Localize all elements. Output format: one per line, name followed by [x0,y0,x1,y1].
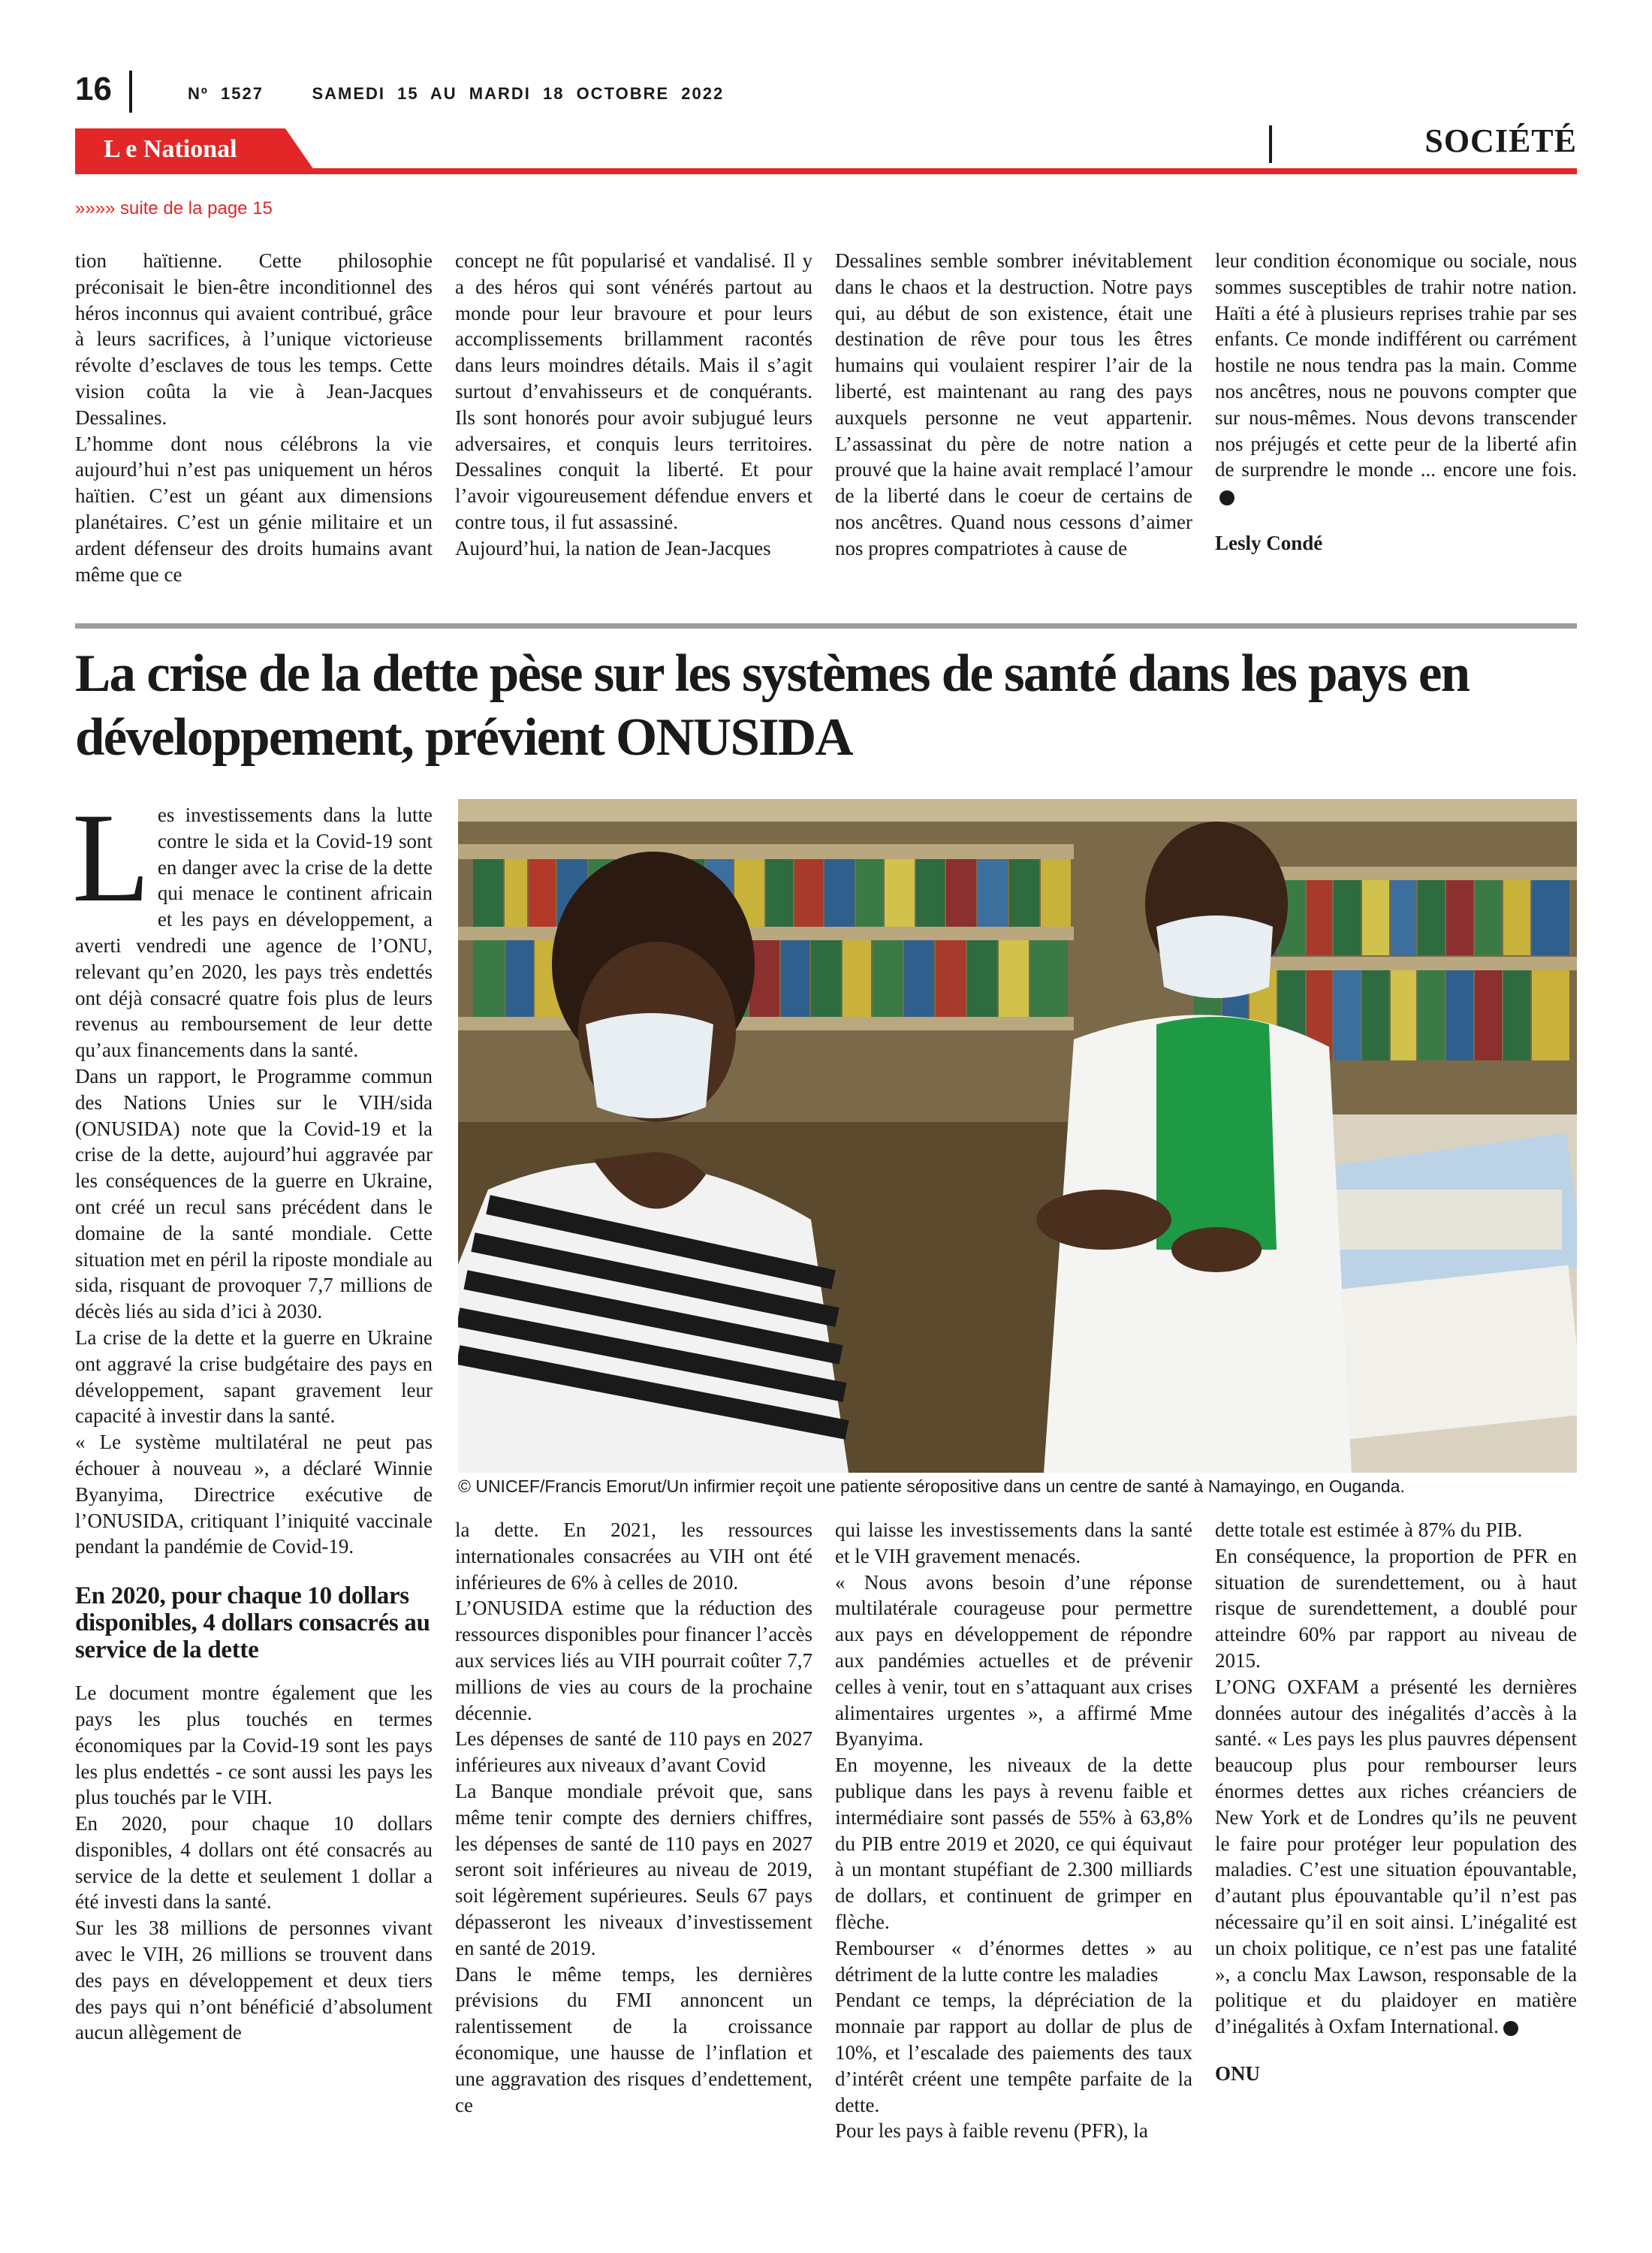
issue-date-line [188,84,724,104]
paragraph: qui laisse les investissements dans la santé et le VIH gravement menacés. [835,1519,1192,1567]
continued-from-link[interactable]: »»»» suite de la page 15 [75,198,273,219]
issue-date: SAMEDI 15 AU MARDI 18 OCTOBRE 2022 [312,84,725,103]
article-column-3 [835,1517,1192,2144]
paragraph: Pour les pays à faible revenu (PFR), la [835,2119,1148,2143]
paragraph-text: L’ONG OXFAM a présenté les dernières données autour des inégalités d’accès à la santé. « Les pays les plus pauvres dépensent beaucoup plus pour rembourser leurs énormes dettes aux riches créanciers de New York et de Londres qu’ils ne peuvent le faire pour protéger leur population des maladies. C’est une situation épouvantable, d’autant plus épouvantable qu’il n’est pas nécessaire qu’il en soit ainsi. L’inégalité est un choix politique, ce n’est pas une fatalité », a conclu Max Lawson, responsable de la politique et du plaidoyer en matière d’inégalités à Oxfam International. [1215,1675,1577,2038]
article-source: ONU [1215,2061,1260,2085]
paragraph [72,787,433,1063]
paragraph: Dans le même temps, les dernières prévisions du FMI annoncent un ralentissement de la croissance économique, une hausse de l’inflation et une aggravation des risques d’endettement, ce [455,1962,812,2116]
issue-number: Nº 1527 [188,84,264,103]
end-mark-icon [1219,490,1234,505]
page-number-divider [129,71,132,113]
paragraph: La Banque mondiale prévoit que, sans même tenir compte des derniers chiffres, les dépenses de santé de 110 pays en 2027 seront soit inférieures au niveau de 2019, soit légèrement supérieures. Seuls 67 pays dépasseront les niveaux d’investissement en santé de 2019. [455,1779,812,1959]
paragraph: Sur les 38 millions de personnes vivant avec le VIH, 26 millions se trouvent dans des pays en développement et deux tiers des pays qui n’ont bénéficié d’absolument aucun allègement de [75,1917,433,2044]
paragraph: Pendant ce temps, la dépréciation de la monnaie par rapport au dollar de plus de 10%, et l’escalade des paiements des taux d’intérêt créent une tempête parfaite de la dette. [835,1989,1192,2116]
paragraph: « Nous avons besoin d’une réponse multilatérale courageuse pour permettre aux pays en développement de répondre aux pandémies actuelles et de prévenir celles à venir, tout en s’attaquant aux crises alimentaires urgentes », a affirmé Mme Byanyima. [835,1570,1192,1751]
photo-caption: © UNICEF/Francis Emorut/Un infirmier reçoit une patiente séropositive dans un centre de santé à Namayingo, en Ouganda. [458,1476,1405,1496]
article-headline: La crise de la dette pèse sur les systèmes de santé dans les pays en développement, prévient ONUSIDA [75,644,1470,767]
paragraph: tion haïtienne. Cette philosophie préconisait le bien-être inconditionnel des héros inconnus qui avaient contribué, grâce à leurs sacrifices, à l’unique victorieuse révolte d’esclaves de tous les temps. Cette vision coûta la vie à Jean-Jacques Dessalines. [75,249,433,429]
author-signature: Lesly Condé [1215,531,1323,554]
paragraph: En conséquence, la proportion de PFR en situation de surendettement, ou à haut risque de surendettement, a doublé pour atteindre 60% par rapport au niveau de 2015. [1215,1544,1577,1672]
article-subheading: En 2020, pour chaque 10 dollars disponibles, 4 dollars consacrés au service de la dette [75,1582,430,1664]
paragraph: « Le système multilatéral ne peut pas échouer à nouveau », a déclaré Winnie Byanyima, Directrice exécutive de l’ONUSIDA, critiquant l’iniquité vaccinale pendant la pandémie de Covid-19. [75,1431,433,1558]
end-mark-icon [1503,2021,1518,2036]
paragraph: Rembourser « d’énormes dettes » au détriment de la lutte contre les maladies [835,1936,1192,1986]
paragraph: Dessalines semble sombrer inévitablement dans le chaos et la destruction. Notre pays qui, au début de son existence, était une destination de rêve pour tous les êtres humains qui voulaient respirer l’air de la liberté, est maintenant au rang des pays auxquels personne ne veut appartenir. L’assassinat du père de notre nation a prouvé que la haine avait remplacé l’amour de la liberté dans le coeur de certains de nos ancêtres. Quand nous cessons d’aimer nos propres compatriotes à cause de [835,249,1192,559]
prev-article-column-2 [455,248,812,562]
paragraph-text: leur condition économique ou sociale, nous sommes susceptibles de trahir notre nation. Haïti a été à plusieurs reprises trahie par ses enfants. Ce monde indifférent ou carrément hostile ne nous tendra pas la main. Comme nos ancêtres, nous ne pouvons compter que sur nous-mêmes. Nous devons transcender nos préjugés et cette peur de la liberté afin de surprendre le monde ... encore une fois. [1215,249,1577,481]
paragraph [1215,1674,1577,2040]
article-separator [75,623,1577,629]
paragraph: En 2020, pour chaque 10 dollars disponibles, 4 dollars ont été consacrés au service de la dette et seulement 1 dollar a été investi dans la santé. [75,1812,433,1914]
header-red-rule [75,168,1577,174]
article-column-2 [455,1517,812,2118]
paragraph: Les dépenses de santé de 110 pays en 2027 inférieures aux niveaux d’avant Covid [455,1727,812,1777]
prev-article-column-3 [835,248,1192,562]
paragraph [1215,248,1577,509]
paragraph: la dette. En 2021, les ressources internationales consacrées au VIH ont été inférieures de 6% à celles de 2010. [455,1519,812,1594]
page-number: 16 [75,71,112,107]
article-column-1 [72,787,433,2046]
prev-article-column-1 [75,248,433,587]
paragraph: Le document montre également que les pays les plus touchés en termes économiques par la Covid-19 sont les pays les plus endettés - ce sont aussi les pays les plus touchés par le VIH. [75,1681,433,1809]
prev-article-column-4 [1215,248,1577,556]
article-column-4 [1215,1517,1577,2087]
newspaper-name: L e National [104,135,237,163]
paragraph: L’ONUSIDA estime que la réduction des ressources disponibles pour financer l’accès aux services liés au VIH pourrait coûter 7,7 millions de vies au cours de la prochaine décennie. [455,1597,812,1724]
paragraph-text: es investissements dans la lutte contre le sida et la Covid-19 sont en danger avec la crise de la dette qui menace le continent africain et les pays en développement, a averti vendredi une agence de l’ONU, relevant qu’en 2020, les pays très endettés ont déjà consacré quatre fois plus de leurs revenus au remboursement de leur dette qu’aux financements dans la santé. [75,804,433,1062]
paragraph: Aujourd’hui, la nation de Jean-Jacques [455,536,771,559]
drop-cap: L [72,787,150,928]
paragraph: La crise de la dette et la guerre en Ukraine ont aggravé la crise budgétaire des pays en développement, sapant gravement leur capacité à investir dans la santé. [75,1326,433,1428]
paragraph: En moyenne, les niveaux de la dette publique dans les pays à revenu faible et intermédiaire sont passés de 55% à 63,8% du PIB entre 2019 et 2020, ce qui équivaut à un montant stupéfiant de 2.300 milliards de dollars, et continuent de grimper en flèche. [835,1754,1192,1933]
paragraph: concept ne fût popularisé et vandalisé. Il y a des héros qui sont vénérés partout au monde pour leur bravoure et pour leurs accomplissements brillamment racontés dans leurs moindres détails. Mais il s’agit surtout d’envahisseurs et de conquérants. Ils sont honorés pour avoir subjugué leurs adversaires, et conquis leurs territoires. Dessalines conquit la liberté. Et pour l’avoir vigoureusement défendue envers et contre tous, il fut assassiné. [455,249,812,533]
section-divider [1269,125,1272,163]
article-photo [458,799,1577,1473]
paragraph: dette totale est estimée à 87% du PIB. [1215,1519,1523,1541]
section-title: SOCIÉTÉ [1424,122,1577,159]
paragraph: L’homme dont nous célébrons la vie aujourd’hui n’est pas uniquement un héros haïtien. C’est un géant aux dimensions planétaires. C’est un génie militaire et un ardent défenseur des droits humains avant même que ce [75,432,433,586]
paragraph: Dans un rapport, le Programme commun des Nations Unies sur le VIH/sida (ONUSIDA) note que la Covid-19 et la crise de la dette, aujourd’hui aggravée par les conséquences de la guerre en Ukraine, ont créé un recul sans précédent dans le domaine de la santé mondiale. Cette situation met en péril la riposte mondiale au sida, risquant de provoquer 7,7 millions de décès liés au sida d’ici à 2030. [75,1064,433,1323]
